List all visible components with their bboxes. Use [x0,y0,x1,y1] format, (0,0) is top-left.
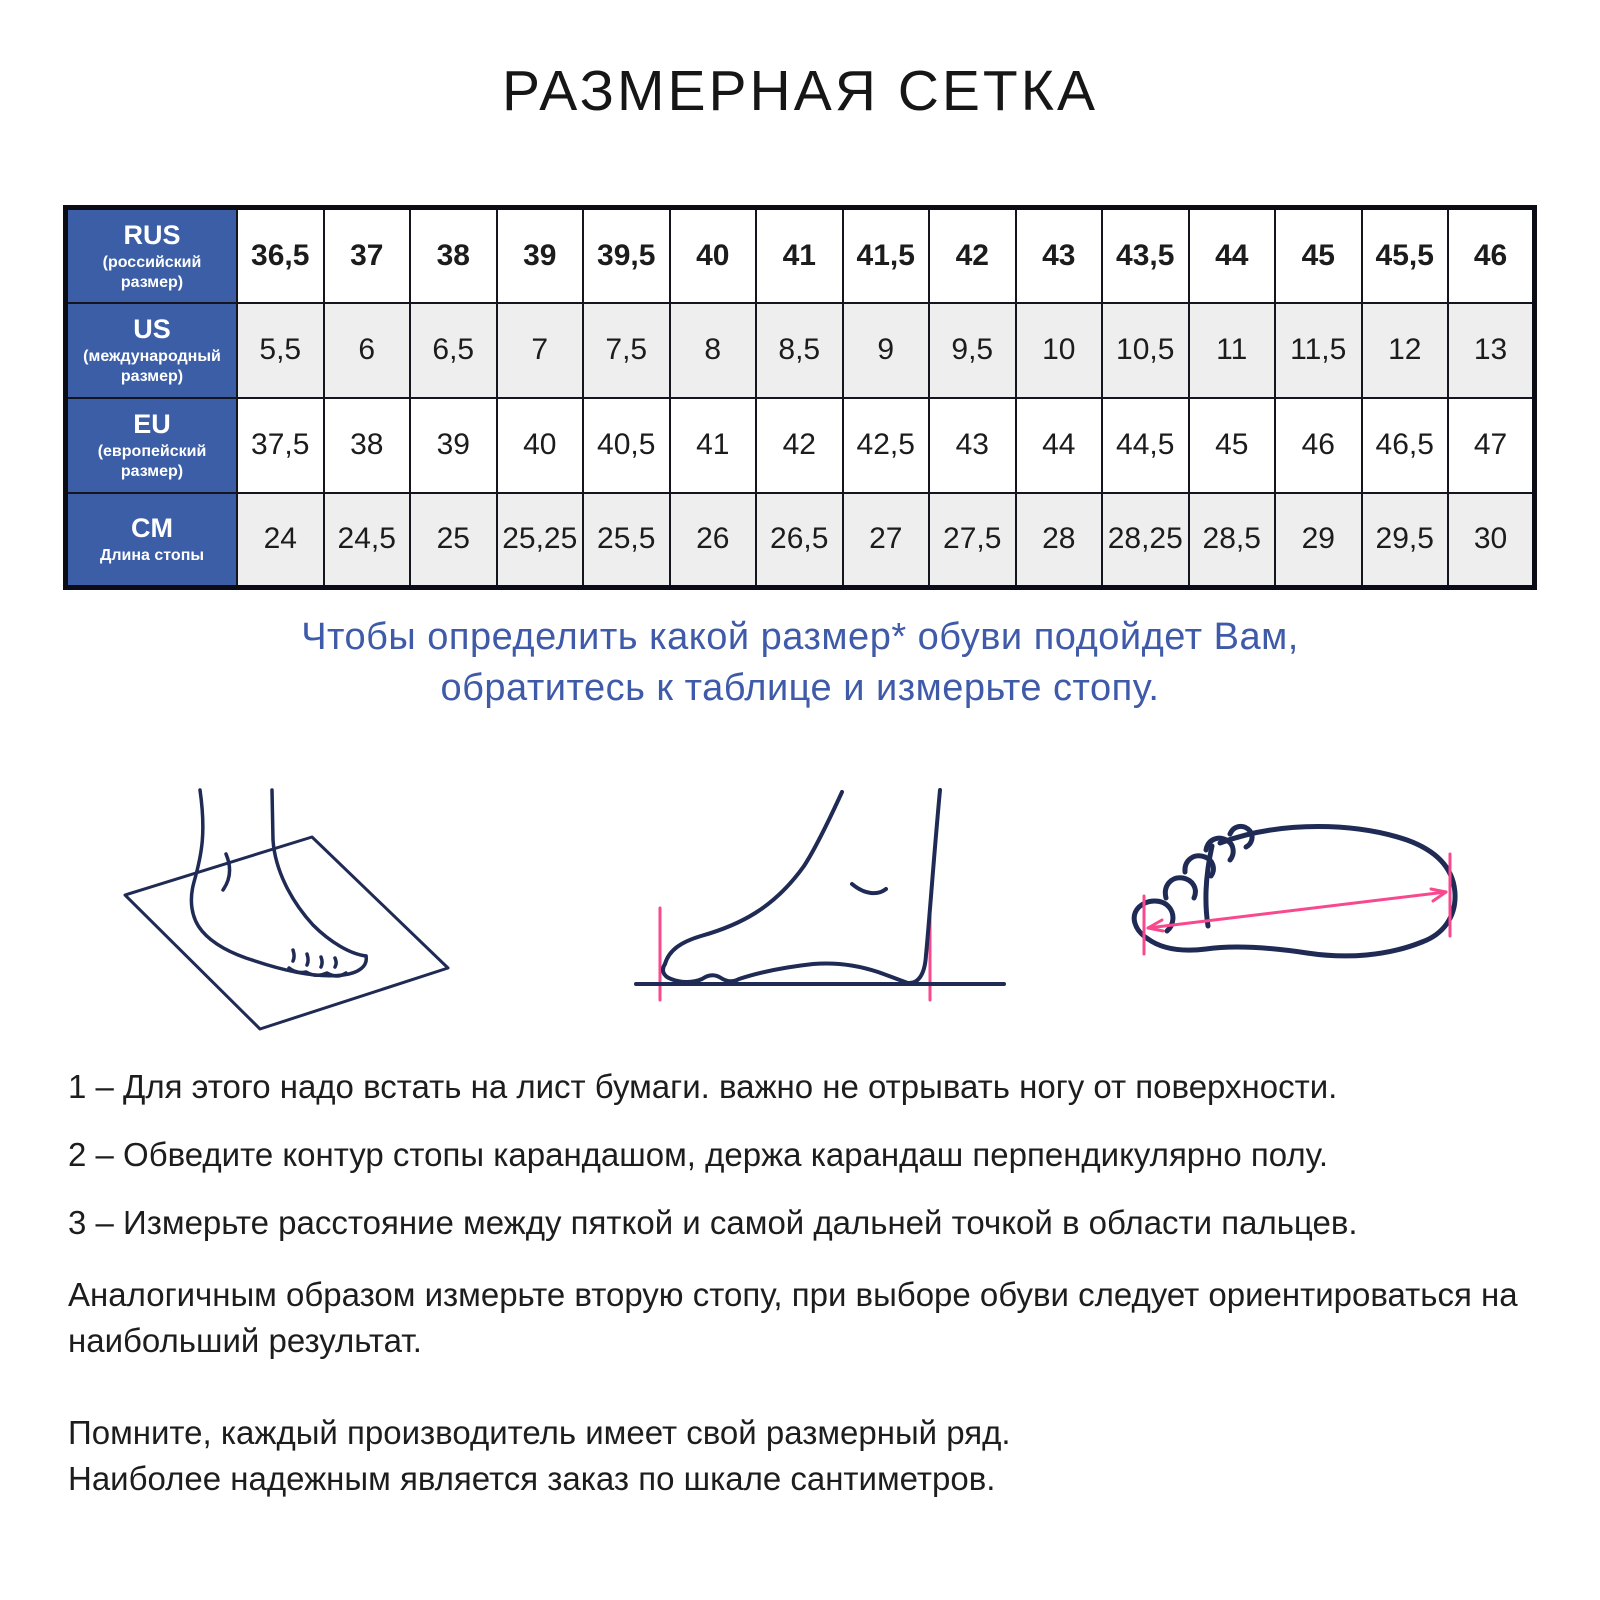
size-cell: 42,5 [843,398,930,493]
size-cell: 28,5 [1189,493,1276,588]
size-cell: 30 [1448,493,1535,588]
size-cell: 7 [497,303,584,398]
size-cell: 25 [410,493,497,588]
note-manufacturer-line-2: Наиболее надежным является заказ по шкале сантиметров. [68,1460,996,1497]
size-table [63,205,1537,590]
size-cell: 36,5 [237,208,324,303]
size-cell: 42 [756,398,843,493]
size-cell: 9,5 [929,303,1016,398]
size-cell: 41 [756,208,843,303]
size-cell: 45,5 [1362,208,1449,303]
size-cell: 40 [497,398,584,493]
instructions [68,1066,1546,1502]
size-cell: 43 [1016,208,1103,303]
size-row-cm [66,493,1535,588]
size-cell: 29,5 [1362,493,1449,588]
size-cell: 10 [1016,303,1103,398]
size-cell: 38 [324,398,411,493]
size-cell: 11,5 [1275,303,1362,398]
size-cell: 46 [1448,208,1535,303]
size-cell: 25,25 [497,493,584,588]
size-cell: 6,5 [410,303,497,398]
instruction-step-3: 3 – Измерьте расстояние между пяткой и самой дальней точкой в области пальцев. [68,1204,1358,1241]
size-system-label: RUS [123,219,181,250]
instruction-note-both-feet: Аналогичным образом измерьте вторую стопу, при выборе обуви следует ориентироваться на наибольший результат. [68,1276,1518,1359]
foot-on-paper-illustration [100,742,555,1067]
size-cell: 25,5 [583,493,670,588]
size-cell: 27,5 [929,493,1016,588]
size-cell: 47 [1448,398,1535,493]
intro-line-2: обратитесь к таблице и измерьте стопу. [440,667,1160,709]
intro-text [0,612,1600,714]
size-cell: 26 [670,493,757,588]
size-system-header [66,208,238,303]
size-system-sublabel: Длина стопы [99,547,205,565]
intro-line-1: Чтобы определить какой размер* обуви подойдет Вам, [301,616,1299,658]
size-cell: 44 [1189,208,1276,303]
size-cell: 12 [1362,303,1449,398]
size-cell: 43,5 [1102,208,1189,303]
size-cell: 6 [324,303,411,398]
size-cell: 37,5 [237,398,324,493]
size-cell: 24,5 [324,493,411,588]
page-title: РАЗМЕРНАЯ СЕТКА [502,59,1098,123]
note-manufacturer-line-1: Помните, каждый производитель имеет свой размерный ряд. [68,1414,1011,1451]
size-cell: 24 [237,493,324,588]
size-cell: 42 [929,208,1016,303]
size-system-header [66,303,238,398]
instruction-note-manufacturer [68,1410,1546,1502]
size-cell: 8 [670,303,757,398]
size-cell: 45 [1189,398,1276,493]
size-cell: 40 [670,208,757,303]
size-cell: 7,5 [583,303,670,398]
size-system-sublabel: (европейский размер) [97,442,207,480]
instruction-step-1: 1 – Для этого надо встать на лист бумаги. важно не отрывать ногу от поверхности. [68,1068,1338,1105]
size-row-rus [66,208,1535,303]
size-cell: 28,25 [1102,493,1189,588]
size-system-sublabel: (международный размер) [83,347,221,385]
foot-side-view-illustration [608,742,1008,1067]
size-cell: 46,5 [1362,398,1449,493]
size-cell: 29 [1275,493,1362,588]
size-cell: 9 [843,303,930,398]
size-cell: 28 [1016,493,1103,588]
length-arrow [1144,854,1450,954]
size-cell: 39,5 [583,208,670,303]
size-cell: 41 [670,398,757,493]
size-cell: 45 [1275,208,1362,303]
size-cell: 41,5 [843,208,930,303]
size-system-sublabel: (российский размер) [102,253,202,291]
size-cell: 5,5 [237,303,324,398]
size-system-label: EU [133,409,171,440]
size-cell: 46 [1275,398,1362,493]
size-cell: 13 [1448,303,1535,398]
size-cell: 38 [410,208,497,303]
foot-sole-measure-illustration [1082,768,1517,1048]
size-cell: 11 [1189,303,1276,398]
size-cell: 8,5 [756,303,843,398]
size-cell: 39 [497,208,584,303]
size-system-header [66,493,238,588]
size-system-label: CM [131,513,173,544]
size-cell: 44 [1016,398,1103,493]
size-system-header [66,398,238,493]
size-cell: 39 [410,398,497,493]
instruction-step-2: 2 – Обведите контур стопы карандашом, держа карандаш перпендикулярно полу. [68,1136,1329,1173]
size-cell: 37 [324,208,411,303]
size-row-us [66,303,1535,398]
size-cell: 26,5 [756,493,843,588]
size-system-label: US [133,314,171,345]
size-cell: 43 [929,398,1016,493]
size-cell: 40,5 [583,398,670,493]
size-cell: 44,5 [1102,398,1189,493]
size-cell: 10,5 [1102,303,1189,398]
size-row-eu [66,398,1535,493]
measure-lines [660,908,930,1000]
size-cell: 27 [843,493,930,588]
